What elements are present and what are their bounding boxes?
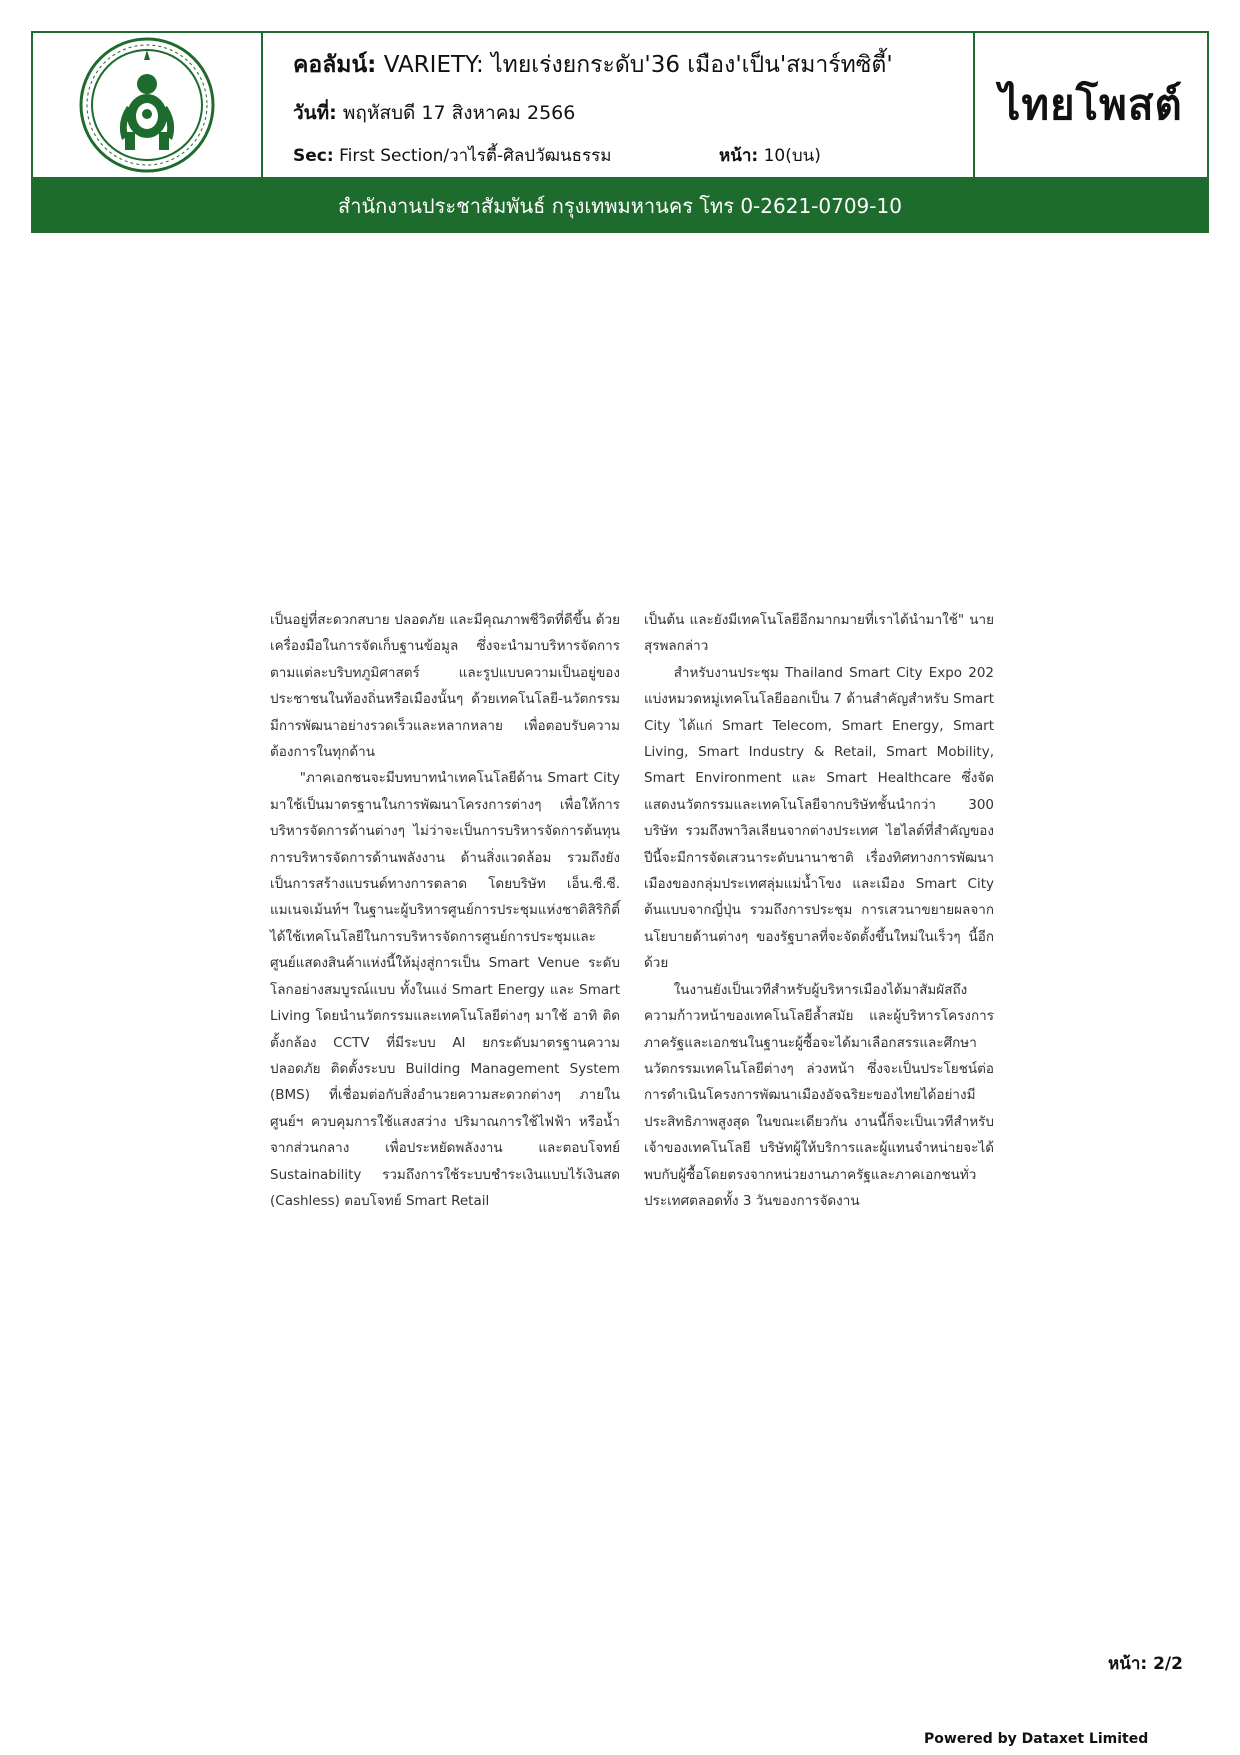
column-label: คอลัมน์: xyxy=(293,52,377,78)
publication-brand xyxy=(975,33,1207,177)
article-paragraph: เป็นอยู่ที่สะดวกสบาย ปลอดภัย และมีคุณภาพชีวิตที่ดีขึ้น ด้วยเครื่องมือในการจัดเก็บฐานข้อมูล ซึ่งจะนำมาบริหารจัดการตามแต่ละบริบทภูมิศาสตร์ และรูปแบบความเป็นอยู่ของประชาชนในท้องถิ่นหรือเมืองนั้นๆ ด้วยเทคโนโลยี-นวัตกรรม มีการพัฒนาอย่างรวดเร็วและหลากหลาย เพื่อตอบรับความต้องการในทุกด้าน xyxy=(270,612,620,761)
powered-by: Powered by Dataxet Limited xyxy=(924,1731,1149,1747)
date-label: วันที่: xyxy=(293,102,337,124)
column-row xyxy=(293,47,893,83)
article-column-left xyxy=(270,607,620,1214)
contact-banner: สำนักงานประชาสัมพันธ์ กรุงเทพมหานคร โทร 0-2621-0709-10 xyxy=(31,179,1209,233)
section-label: Sec: xyxy=(293,146,334,166)
column-value: VARIETY: ไทยเร่งยกระดับ'36 เมือง'เป็น'สมาร์ทซิตี้' xyxy=(383,52,893,78)
article-paragraph: "ภาคเอกชนจะมีบทบาทนำเทคโนโลยีด้าน Smart City มาใช้เป็นมาตรฐานในการพัฒนาโครงการต่างๆ เพื่อให้การบริหารจัดการด้านต่างๆ ไม่ว่าจะเป็นการบริหารจัดการต้นทุน การบริหารจัดการด้านพลังงาน ด้านสิ่งแวดล้อม รวมถึงยังเป็นการสร้างแบรนด์ทางการตลาด โดยบริษัท เอ็น.ซี.ซี. แมเนจเม้นท์ฯ ในฐานะผู้บริหารศูนย์การประชุมแห่งชาติสิริกิติ์ ได้ใช้เทคโนโลยีในการบริหารจัดการศูนย์การประชุมและศูนย์แสดงสินค้าแห่งนี้ให้มุ่งสู่การเป็น Smart Venue ระดับโลกอย่างสมบูรณ์แบบ ทั้งในแง่ Smart Energy และ Smart Living โดยนำนวัตกรรมและเทคโนโลยีต่างๆ มาใช้ อาทิ ติดตั้งกล้อง CCTV ที่มีระบบ AI ยกระดับมาตรฐานความปลอดภัย ติดตั้งระบบ Building Management System (BMS) ที่เชื่อมต่อกับสิ่งอำนวยความสะดวกต่างๆ ภายในศูนย์ฯ ควบคุมการใช้แสงสว่าง ปริมาณการใช้ไฟฟ้า หรือน้ำจากส่วนกลาง เพื่อประหยัดพลังงาน และตอบโจทย์ Sustainability รวมถึงการใช้ระบบชำระเงินแบบไร้เงินสด (Cashless) ตอบโจทย์ Smart Retail xyxy=(270,770,620,1209)
article-paragraph: เป็นต้น และยังมีเทคโนโลยีอีกมากมายที่เราได้นำมาใช้" นายสุรพลกล่าว xyxy=(644,612,994,655)
clipping-info xyxy=(263,33,975,177)
clipping-header xyxy=(31,31,1209,179)
page-row xyxy=(719,142,821,169)
page-value: 10(บน) xyxy=(763,146,821,166)
article-column-right xyxy=(644,607,994,1214)
article-paragraph: ในงานยังเป็นเวทีสำหรับผู้บริหารเมืองได้มาสัมผัสถึงความก้าวหน้าของเทคโนโลยีล้ำสมัย และผู้บริหารโครงการภาครัฐและเอกชนในฐานะผู้ซื้อจะได้มาเลือกสรรและศึกษานวัตกรรมเทคโนโลยีต่างๆ ล่วงหน้า ซึ่งจะเป็นประโยชน์ต่อการดำเนินโครงการพัฒนาเมืองอัจฉริยะของไทยได้อย่างมีประสิทธิภาพสูงสุด ในขณะเดียวกัน งานนี้ก็จะเป็นเวทีสำหรับเจ้าของเทคโนโลยี บริษัทผู้ให้บริการและผู้แทนจำหน่ายจะได้พบกับผู้ซื้อโดยตรงจากหน่วยงานภาครัฐและภาคเอกชนทั่วประเทศตลอดทั้ง 3 วันของการจัดงาน xyxy=(644,981,994,1209)
date-row xyxy=(293,98,575,128)
date-value: พฤหัสบดี 17 สิงหาคม 2566 xyxy=(342,102,576,124)
bma-seal-logo xyxy=(78,36,216,174)
section-value: First Section/วาไรตี้-ศิลปวัฒนธรรม xyxy=(339,146,612,166)
page-label: หน้า: xyxy=(719,146,759,166)
logo-cell xyxy=(33,33,263,177)
page-number: หน้า: 2/2 xyxy=(1108,1654,1183,1674)
section-row xyxy=(293,142,611,169)
article-paragraph: สำหรับงานประชุม Thailand Smart City Expo 202 แบ่งหมวดหมู่เทคโนโลยีออกเป็น 7 ด้านสำคัญสำหรับ Smart City ได้แก่ Smart Telecom, Smart Energy, Smart Living, Smart Industry & Retail, Smart Mobility, Smart Environment และ Smart Healthcare ซึ่งจัดแสดงนวัตกรรมและเทคโนโลยีจากบริษัทชั้นนำกว่า 300 บริษัท รวมถึงพาวิลเลียนจากต่างประเทศ ไฮไลต์ที่สำคัญของปีนี้จะมีการจัดเสวนาระดับนานาชาติ เรื่องทิศทางการพัฒนาเมืองของกลุ่มประเทศลุ่มแม่น้ำโขง และเมือง Smart City ต้นแบบจากญี่ปุ่น รวมถึงการประชุม การเสวนาขยายผลจากนโยบายด้านต่างๆ ของรัฐบาลที่จะจัดตั้งขึ้นใหม่ในเร็วๆ นี้อีกด้วย xyxy=(644,664,994,972)
publication-name: ไทยโพสต์ xyxy=(999,80,1183,129)
